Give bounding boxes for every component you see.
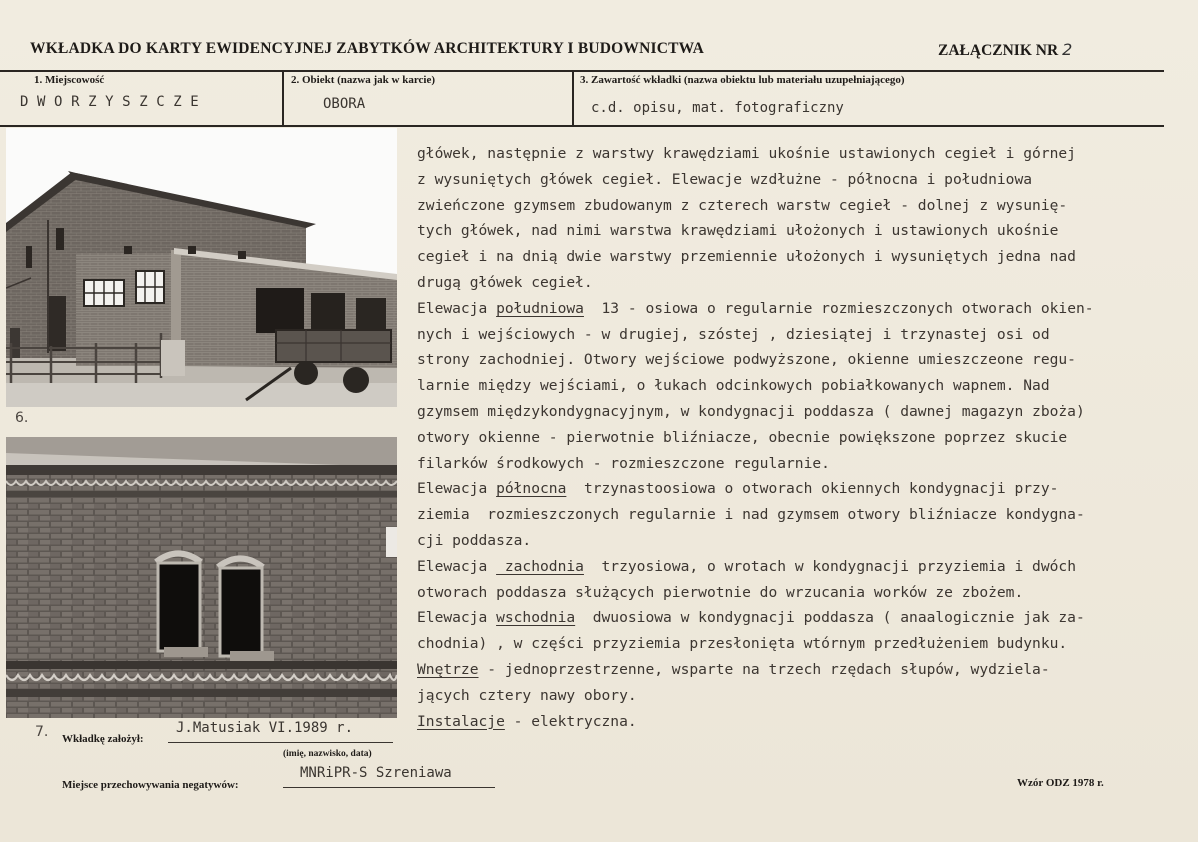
annex-label-group	[938, 40, 1072, 60]
description-segment: cji poddasza.	[417, 531, 532, 549]
description-segment: 13 - osiowa o regularnie rozmieszczonych otworach okien-	[583, 299, 1094, 317]
description-segment: otwory okienne - pierwotnie bliźniacze, obecnie powiększone poprzez skucie	[417, 428, 1068, 446]
description-line	[417, 605, 1189, 631]
description-segment: strony zachodniej. Otwory wejściowe podwyższone, okienne umieszczeone regu-	[417, 351, 1076, 369]
description-line	[417, 347, 1189, 373]
description-segment: Elewacja	[417, 299, 497, 317]
description-segment: larnie między wejściami, o łukach odcinkowych pobiałkowanych wapnem. Nad	[417, 377, 1050, 395]
photo-2-number: 7.	[35, 724, 49, 740]
photo-1-number: 6.	[15, 410, 29, 426]
created-by-rule	[168, 742, 393, 743]
description-segment: trzynastoosiowa o otworach okiennych kondygnacji przy-	[566, 480, 1059, 498]
annex-label: ZAŁĄCZNIK NR	[938, 42, 1059, 59]
created-by-label: Wkładkę założył:	[62, 733, 144, 745]
description-line	[417, 683, 1189, 709]
description-segment: główek, następnie z warstwy krawędziami ukośnie ustawionych cegieł i górnej	[417, 145, 1076, 162]
description-line	[417, 502, 1189, 528]
description-segment: jących cztery nawy obory.	[417, 686, 637, 704]
underlined-term: południowa	[496, 299, 584, 317]
underlined-term: zachodnia	[496, 557, 584, 575]
description-segment: dwuosiowa w kondygnacji poddasza ( anaalogicznie jak za-	[575, 609, 1085, 627]
field-divider-1	[282, 70, 284, 126]
storage-label: Miejsce przechowywania negatywów:	[62, 779, 239, 791]
underlined-term: Instalacje	[417, 712, 505, 730]
description-segment: z wysuniętych główek cegieł. Elewacje wzdłużne - północna i południowa	[417, 170, 1033, 188]
created-by-hint: (imię, nazwisko, data)	[283, 749, 372, 759]
underlined-term: północna	[496, 480, 567, 498]
description-segment: - elektryczna.	[504, 712, 637, 730]
description-line	[417, 657, 1189, 683]
form-model: Wzór ODZ 1978 r.	[1017, 777, 1104, 789]
description-segment: zwieńczone gzymsem zbudowanym z czterech warstw cegieł - dolnej z wysunię-	[417, 196, 1068, 214]
description-text	[417, 141, 1189, 734]
description-segment: Elewacja	[417, 480, 497, 498]
storage-value: MNRiPR-S Szreniawa	[300, 765, 452, 781]
annex-number: 2	[1062, 40, 1073, 59]
description-segment: nych i wejściowych - w drugiej, szóstej , dziesiątej i trzynastej osi od	[417, 325, 1050, 343]
description-line	[417, 580, 1189, 606]
description-segment: ziemia rozmieszczonych regularnie i nad gzymsem otwory bliźniacze kondygna-	[417, 506, 1085, 524]
header-rule-top	[0, 70, 1164, 72]
description-line	[417, 399, 1189, 425]
description-segment: filarków środkowych - rozmieszczone regularnie.	[417, 454, 830, 472]
description-line	[417, 631, 1189, 657]
barn-exterior-image	[6, 128, 397, 407]
locality-label: 1. Miejscowość	[34, 74, 105, 86]
description-line	[417, 322, 1189, 348]
description-line	[417, 193, 1189, 219]
description-line	[417, 218, 1189, 244]
underlined-term: Wnętrze	[417, 660, 479, 678]
object-value: OBORA	[323, 96, 366, 112]
underlined-term: wschodnia	[496, 609, 576, 627]
description-line	[417, 528, 1189, 554]
content-label: 3. Zawartość wkładki (nazwa obiektu lub materiału uzupełniającego)	[580, 74, 905, 86]
description-line	[417, 270, 1189, 296]
description-segment: chodnia) , w części przyziemia przesłonięta wtórnym przedłużeniem budynku.	[417, 635, 1068, 653]
description-segment: Elewacja	[417, 609, 497, 627]
description-line	[417, 296, 1189, 322]
description-segment: tych główek, nad nimi warstwa krawędziami ułożonych i ustawionych ukośnie	[417, 222, 1059, 240]
description-segment: drugą główek cegieł.	[417, 273, 593, 291]
description-segment: - jednoprzestrzenne, wsparte na trzech rzędach słupów, wydziela-	[478, 660, 1050, 678]
created-by-value: J.Matusiak VI.1989 r.	[176, 720, 354, 736]
document-title: WKŁADKA DO KARTY EWIDENCYJNEJ ZABYTKÓW ARCHITEKTURY I BUDOWNICTWA	[30, 40, 705, 57]
brick-windows-image	[6, 437, 397, 718]
description-segment: cegieł i na dnią dwie warstwy przemiennie ułożonych i wysuniętych jedna nad	[417, 248, 1076, 266]
description-segment: otworach poddasza służących pierwotnie do wrzucania worków ze zbożem.	[417, 583, 1024, 601]
description-line	[417, 451, 1189, 477]
description-line	[417, 476, 1189, 502]
object-label: 2. Obiekt (nazwa jak w karcie)	[291, 74, 436, 86]
description-line	[417, 425, 1189, 451]
description-line	[417, 373, 1189, 399]
description-segment: Elewacja	[417, 557, 497, 575]
content-value: c.d. opisu, mat. fotograficzny	[591, 100, 844, 116]
storage-rule	[283, 787, 495, 788]
photo-barn-exterior	[6, 128, 397, 407]
description-segment: trzyosiowa, o wrotach w kondygnacji przyziemia i dwóch	[583, 557, 1076, 575]
description-line	[417, 554, 1189, 580]
locality-value: DWORZYSZCZE	[20, 94, 208, 110]
description-segment: gzymsem międzykondygnacyjnym, w kondygnacji poddasza ( dawnej magazyn zboża)	[417, 402, 1085, 420]
description-line	[417, 141, 1189, 167]
description-line	[417, 709, 1189, 735]
description-line	[417, 244, 1189, 270]
field-divider-2	[572, 70, 574, 126]
description-line	[417, 167, 1189, 193]
photo-brick-windows	[6, 437, 397, 718]
header-rule-bottom	[0, 125, 1164, 127]
